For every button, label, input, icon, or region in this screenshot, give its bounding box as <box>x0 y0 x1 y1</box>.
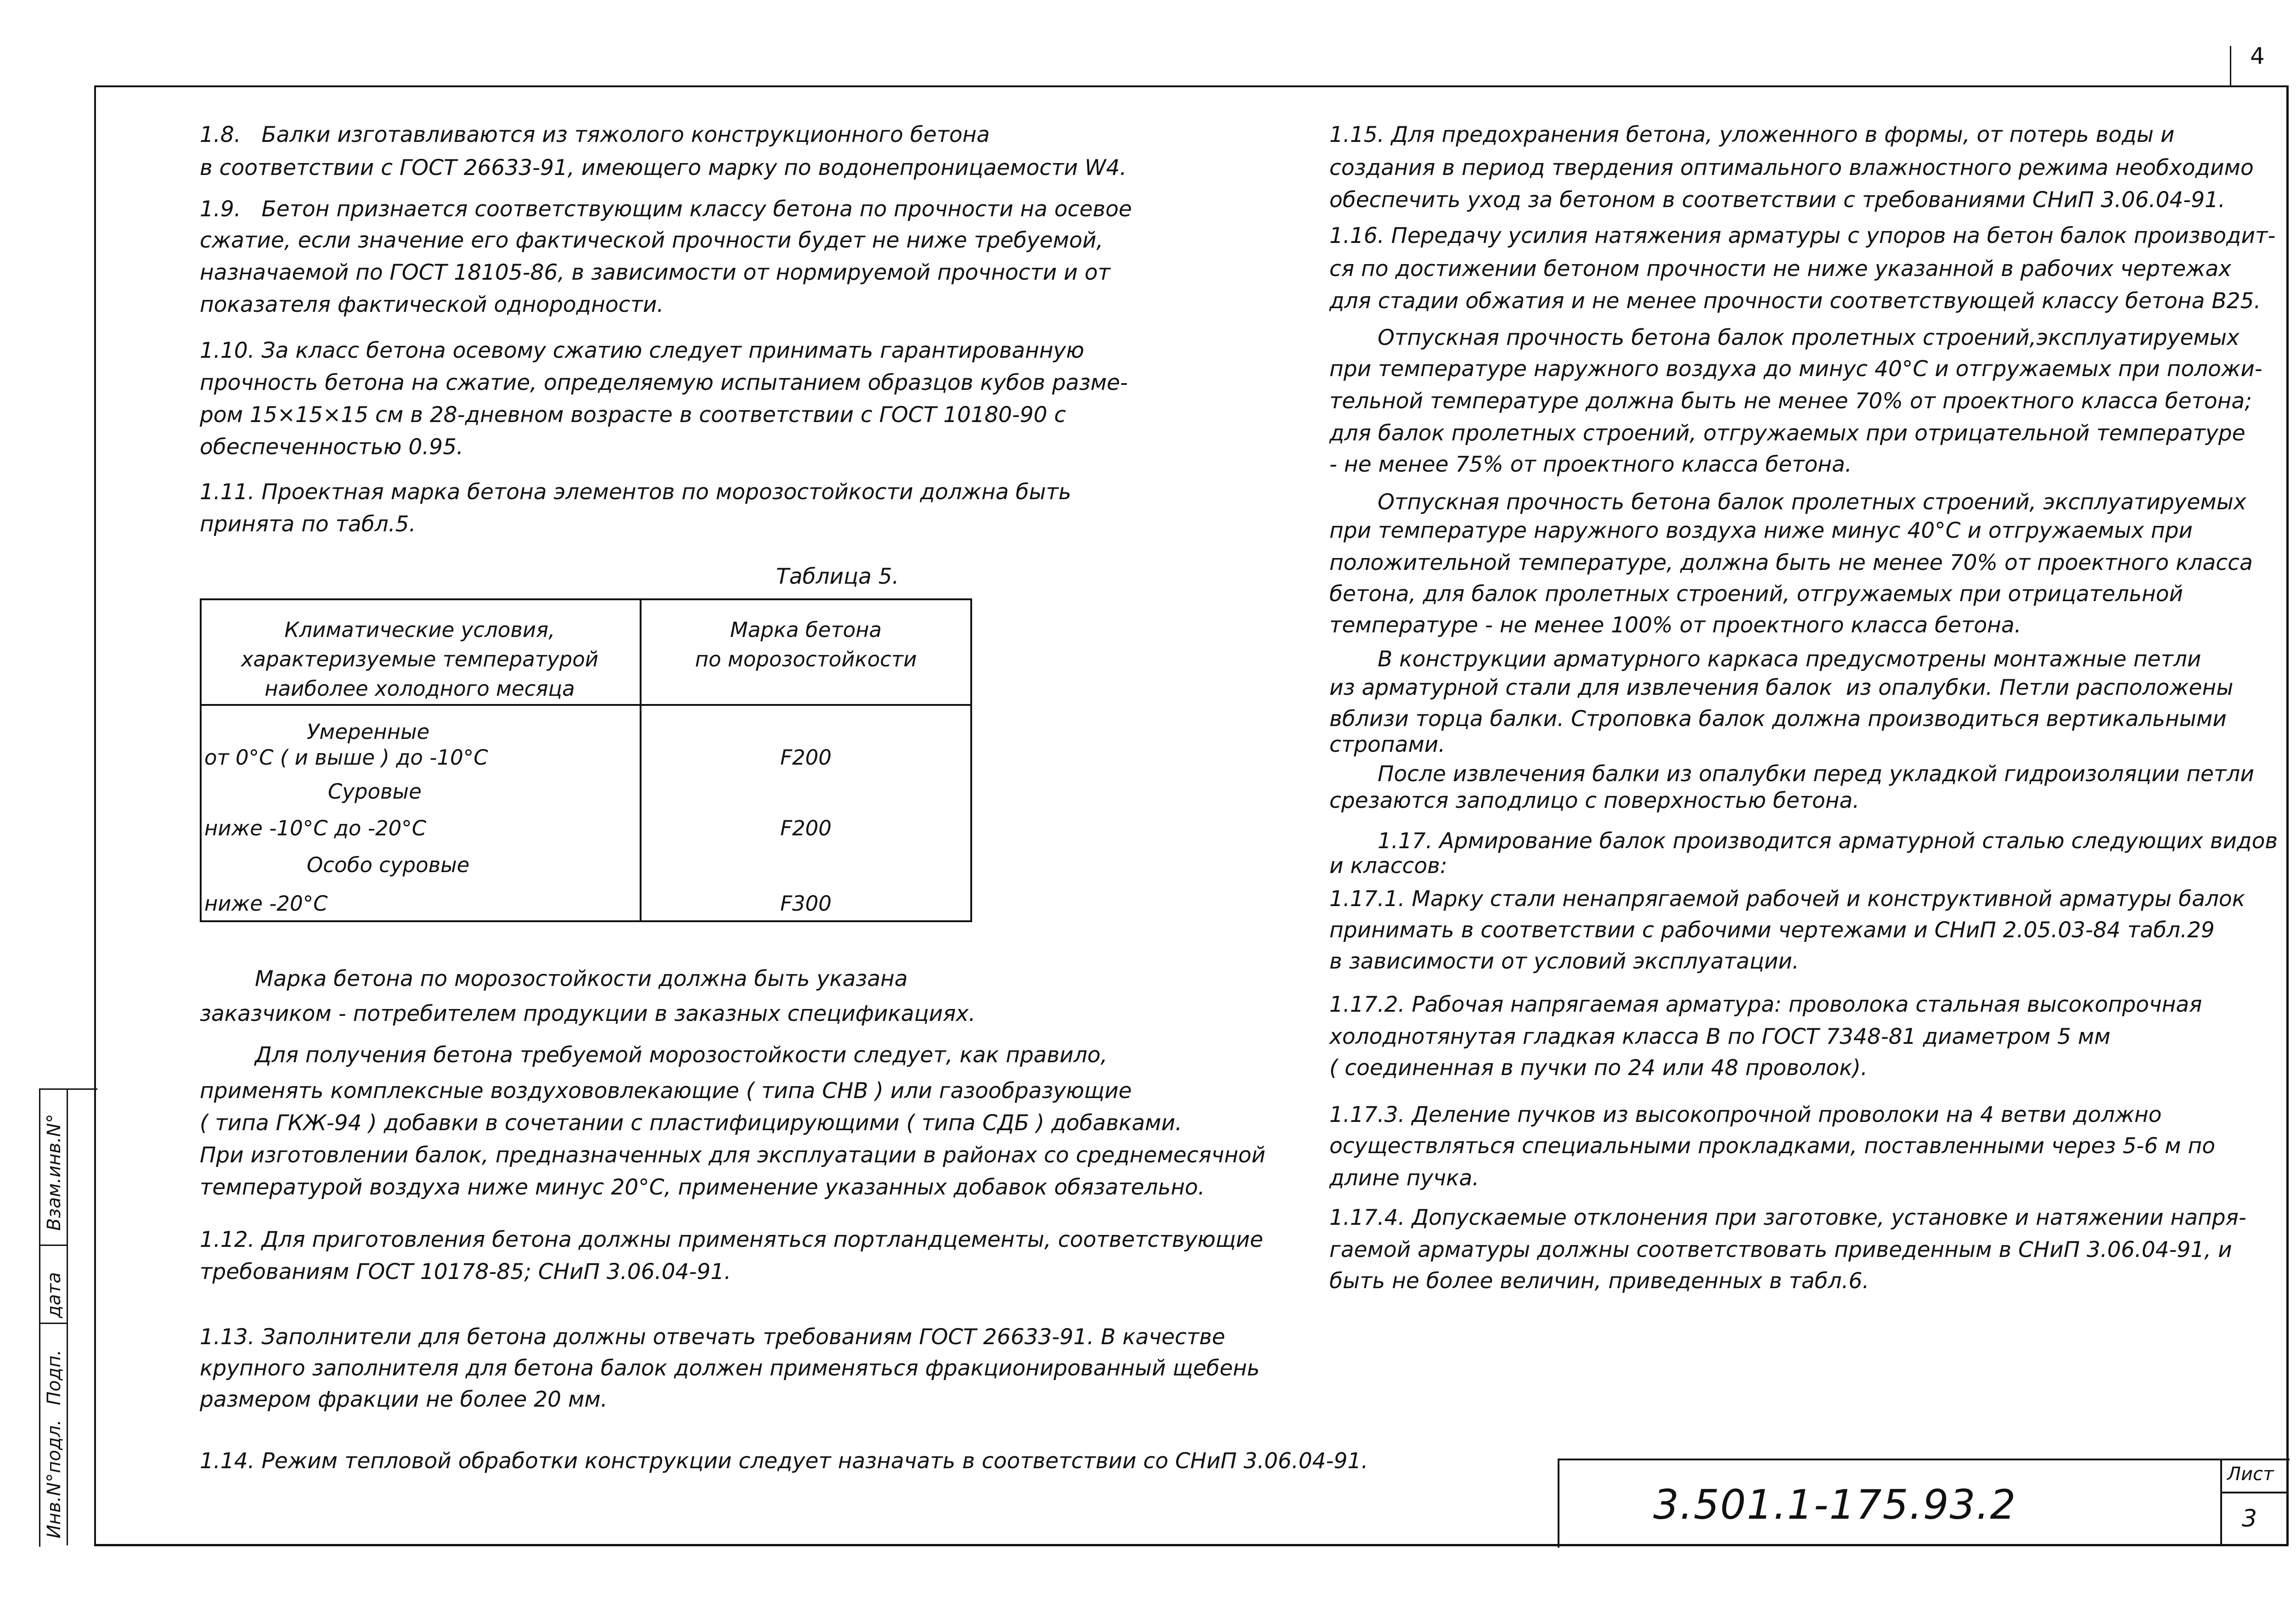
text-line: применять комплексные воздухововлекающие ( типа СНВ ) или газообразующие <box>200 1078 1132 1104</box>
text-line: 1.17.1. Марку стали ненапрягаемой рабочей и конструктивной арматуры балок <box>1329 886 2245 912</box>
text-line: для балок пролетных строений, отгружаемых при отрицательной температуре <box>1329 421 2245 446</box>
text-line: длине пучка. <box>1329 1166 1480 1191</box>
title-block-sheet-divider <box>2220 1492 2288 1493</box>
text-line: холоднотянутая гладкая класса В по ГОСТ 7348-81 диаметром 5 мм <box>1329 1024 2110 1049</box>
table-caption: Таблица 5. <box>776 564 899 589</box>
text-line: тельной температуре должна быть не менее 70% от проектного класса бетона; <box>1329 389 2252 414</box>
text-line: прочность бетона на сжатие, определяемую испытанием образцов кубов разме- <box>200 370 1128 395</box>
document-code: 3.501.1-175.93.2 <box>1653 1481 2017 1528</box>
text-line: в соответствии с ГОСТ 26633-91, имеющего марку по водонепроницаемости W4. <box>200 155 1127 180</box>
text-line: Отпускная прочность бетона балок пролетных строений,эксплуатируемых <box>1378 325 2240 350</box>
text-line: бетона, для балок пролетных строений, отгружаемых при отрицательной <box>1329 581 2183 607</box>
text-line: требованиям ГОСТ 10178-85; СНиП 3.06.04-91. <box>200 1259 732 1285</box>
text-line: гаемой арматуры должны соответствовать приведенным в СНиП 3.06.04-91, и <box>1329 1237 2232 1262</box>
text-line: для стадии обжатия и не менее прочности соответствующей классу бетона В25. <box>1329 288 2261 314</box>
text-line: обеспечить уход за бетоном в соответствии с требованиями СНиП 3.06.04-91. <box>1329 187 2225 213</box>
text-line: размером фракции не более 20 мм. <box>200 1387 608 1412</box>
text-line: сжатие, если значение его фактической прочности будет не ниже требуемой, <box>200 228 1103 253</box>
text-line: 1.15. Для предохранения бетона, уложенного в формы, от потерь воды и <box>1329 122 2175 147</box>
text-line: обеспеченностью 0.95. <box>200 434 464 460</box>
stamp-data: дата <box>44 1272 65 1318</box>
table-5-header-divider <box>200 704 972 706</box>
text-line: и классов: <box>1329 853 1447 879</box>
text-line: Отпускная прочность бетона балок пролетных строений, эксплуатируемых <box>1378 490 2246 515</box>
text-line: ( типа ГКЖ-94 ) добавки в сочетании с пластифицирующими ( типа СДБ ) добавками. <box>200 1110 1182 1136</box>
text-line: в зависимости от условий эксплуатации. <box>1329 949 1799 974</box>
text-line: показателя фактической однородности. <box>200 292 664 317</box>
table-cell-range: ниже -10°С до -20°С <box>204 816 427 840</box>
side-stamp-cell-line <box>39 1245 67 1246</box>
stamp-vzam: Взам.инв.N° <box>44 1114 65 1231</box>
text-line: В конструкции арматурного каркаса предусмотрены монтажные петли <box>1378 647 2201 672</box>
table-header-grade: Марка бетона по морозостойкости <box>695 618 917 671</box>
table-cell-range: ниже -20°С <box>204 891 328 916</box>
text-line: создания в период твердения оптимального влажностного режима необходимо <box>1329 155 2254 180</box>
text-line: ром 15×15×15 см в 28-дневном возрасте в соответствии с ГОСТ 10180-90 с <box>200 402 1066 428</box>
text-line: температуре - не менее 100% от проектного класса бетона. <box>1329 613 2021 638</box>
table-cell-grade: F200 <box>780 816 832 840</box>
text-line: положительной температуре, должна быть не менее 70% от проектного класса <box>1329 550 2253 575</box>
text-line: 1.13. Заполнители для бетона должны отвечать требованиям ГОСТ 26633-91. В качестве <box>200 1324 1226 1350</box>
text-line: 1.17.3. Деление пучков из высокопрочной проволоки на 4 ветви должно <box>1329 1102 2162 1127</box>
text-line: срезаются заподлицо с поверхностью бетона. <box>1329 788 1860 813</box>
text-line: стропами. <box>1329 732 1446 757</box>
table-cell-grade: F200 <box>780 745 832 770</box>
text-line: крупного заполнителя для бетона балок должен применяться фракционированный щебень <box>200 1356 1260 1381</box>
text-line: 1.14. Режим тепловой обработки конструкции следует назначать в соответствии со СНиП 3.06.04-91. <box>200 1448 1368 1474</box>
text-line: 1.17.4. Допускаемые отклонения при заготовке, установке и натяжении напря- <box>1329 1205 2246 1230</box>
corner-page-number: 4 <box>2250 43 2265 69</box>
text-line: 1.9. Бетон признается соответствующим классу бетона по прочности на осевое <box>200 197 1132 222</box>
table-cell-grade: F300 <box>780 891 832 916</box>
text-line: заказчиком - потребителем продукции в заказных спецификациях. <box>200 1001 976 1026</box>
text-line: принимать в соответствии с рабочими чертежами и СНиП 2.05.03-84 табл.29 <box>1329 918 2215 943</box>
frame-right-border <box>2286 85 2289 1546</box>
text-line: принята по табл.5. <box>200 512 416 537</box>
table-cell-category: Особо суровые <box>307 853 470 877</box>
text-line: 1.16. Передачу усилия натяжения арматуры с упоров на бетон балок производит- <box>1329 223 2276 248</box>
table-cell-range: от 0°С ( и выше ) до -10°С <box>204 745 488 770</box>
stamp-podp: Подп. <box>44 1349 65 1405</box>
text-line: осуществляться специальными прокладками, поставленными через 5-6 м по <box>1329 1133 2216 1159</box>
text-line: 1.8. Балки изготавливаются из тяжолого конструкционного бетона <box>200 122 990 147</box>
corner-divider <box>2230 46 2231 86</box>
text-line: ся по достижении бетоном прочности не ниже указанной в рабочих чертежах <box>1329 256 2232 282</box>
text-line: 1.12. Для приготовления бетона должны применяться портландцементы, соответствующие <box>200 1227 1263 1252</box>
text-line: Для получения бетона требуемой морозостойкости следует, как правило, <box>255 1042 1108 1068</box>
text-line: После извлечения балки из опалубки перед укладкой гидроизоляции петли <box>1378 761 2254 787</box>
text-line: 1.10. За класс бетона осевому сжатию следует принимать гарантированную <box>200 338 1085 363</box>
text-line: Марка бетона по морозостойкости должна быть указана <box>255 966 908 992</box>
text-line: вблизи торца балки. Строповка балок должна производиться вертикальными <box>1329 706 2227 732</box>
text-line: ( соединенная в пучки по 24 или 48 проволок). <box>1329 1055 1868 1081</box>
text-line: 1.17.2. Рабочая напрягаемая арматура: проволока стальная высокопрочная <box>1329 992 2202 1017</box>
table-header-climate: Климатические условия, характеризуемые температурой наиболее холодного месяца <box>241 618 599 701</box>
table-cell-category: Суровые <box>328 779 422 804</box>
text-line: - не менее 75% от проектного класса бетона. <box>1329 452 1852 477</box>
frame-top-border <box>94 85 2288 87</box>
stamp-inv-podl: Инв.N°подл. <box>44 1420 65 1538</box>
text-line: 1.11. Проектная марка бетона элементов по морозостойкости должна быть <box>200 479 1071 505</box>
text-line: при температуре наружного воздуха ниже минус 40°С и отгружаемых при <box>1329 518 2193 543</box>
text-line: При изготовлении балок, предназначенных для эксплуатации в районах со среднемесячной <box>200 1143 1266 1168</box>
side-stamp-cell-line <box>39 1323 67 1324</box>
text-line: быть не более величин, приведенных в табл.6. <box>1329 1268 1869 1294</box>
text-line: при температуре наружного воздуха до минус 40°С и отгружаемых при положи- <box>1329 356 2262 382</box>
sheet-label: Лист <box>2227 1464 2274 1485</box>
table-cell-category: Умеренные <box>307 720 430 744</box>
sheet-number: 3 <box>2242 1505 2257 1532</box>
text-line: назначаемой по ГОСТ 18105-86, в зависимости от нормируемой прочности и от <box>200 260 1110 285</box>
text-line: 1.17. Армирование балок производится арматурной сталью следующих видов <box>1378 828 2278 854</box>
text-line: из арматурной стали для извлечения балок из опалубки. Петли расположены <box>1329 675 2234 700</box>
text-line: температурой воздуха ниже минус 20°С, применение указанных добавок обязательно. <box>200 1175 1205 1200</box>
